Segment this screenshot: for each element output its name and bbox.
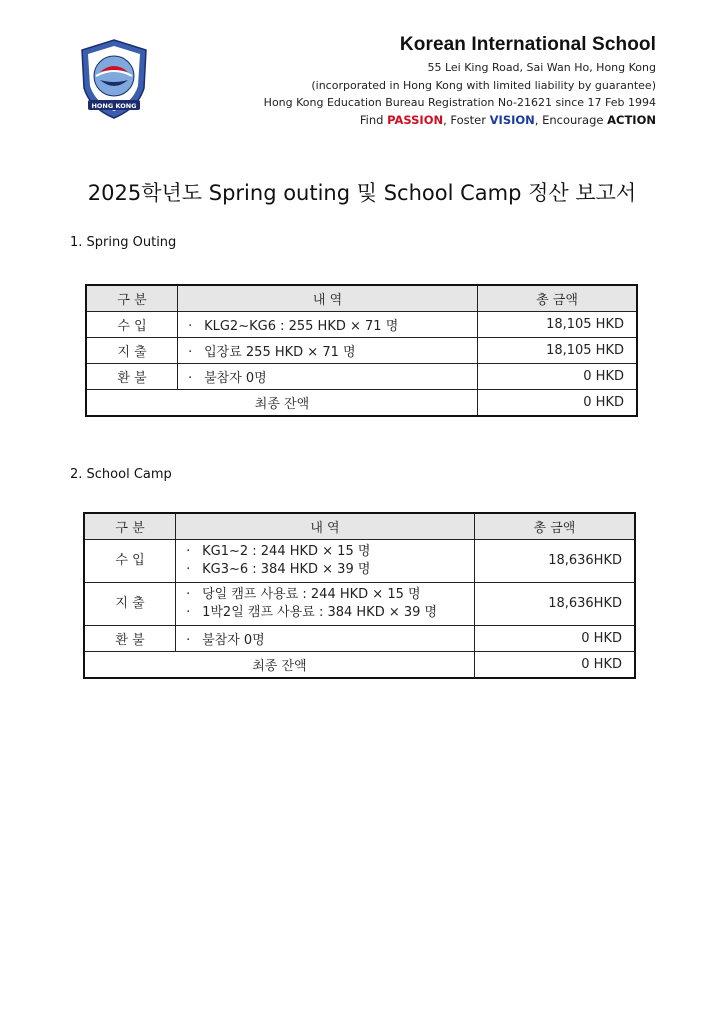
row-details	[176, 540, 475, 583]
bullet: ·	[186, 633, 191, 648]
section-heading-school-camp: 2. School Camp	[70, 467, 172, 482]
row-category: 지 출	[84, 583, 176, 626]
column-header-category: 구 분	[84, 513, 176, 540]
final-balance-label: 최종 잔액	[84, 652, 474, 679]
row-item: KLG2~KG6 : 255 HKD × 71 명	[204, 319, 399, 334]
row-category: 환 불	[84, 626, 176, 652]
column-header-amount: 총 금액	[474, 513, 635, 540]
bullet: ·	[186, 587, 191, 602]
row-category: 환 불	[86, 364, 178, 390]
bullet: ·	[188, 345, 193, 360]
final-balance-label: 최종 잔액	[86, 390, 477, 417]
column-header-details: 내 역	[178, 285, 478, 312]
motto-action: ACTION	[607, 112, 656, 127]
letterhead	[264, 34, 656, 127]
row-amount: 18,636HKD	[474, 540, 635, 583]
row-category: 수 입	[86, 312, 178, 338]
motto-foster: , Foster	[443, 112, 490, 127]
final-balance-amount: 0 HKD	[474, 652, 635, 679]
column-header-amount: 총 금액	[477, 285, 637, 312]
row-details	[178, 312, 478, 338]
school-camp-table	[83, 512, 636, 679]
final-balance-row	[84, 652, 635, 679]
section-heading-spring-outing: 1. Spring Outing	[70, 235, 177, 250]
table-row	[86, 364, 637, 390]
bullet: ·	[186, 562, 191, 577]
bullet: ·	[186, 605, 191, 620]
registration-note: Hong Kong Education Bureau Registration No-21621 since 17 Feb 1994	[263, 96, 656, 109]
row-amount: 18,636HKD	[474, 583, 635, 626]
row-item: KG1~2 : 244 HKD × 15 명	[202, 544, 371, 559]
bullet: ·	[188, 319, 193, 334]
incorporation-note: (incorporated in Hong Kong with limited liability by guarantee)	[311, 78, 656, 92]
table-row	[86, 338, 637, 364]
row-category: 수 입	[84, 540, 176, 583]
table-row	[86, 312, 637, 338]
table-row	[84, 583, 635, 626]
row-item: 당일 캠프 사용료 : 244 HKD × 15 명	[202, 587, 421, 602]
row-item: 입장료 255 HKD × 71 명	[204, 345, 356, 360]
motto-find: Find	[359, 112, 388, 127]
document-title: 2025학년도 Spring outing 및 School Camp 정산 보고서	[87, 181, 637, 205]
final-balance-amount: 0 HKD	[477, 390, 637, 417]
row-item: 불참자 0명	[202, 633, 265, 648]
column-header-category: 구 분	[86, 285, 178, 312]
row-amount: 0 HKD	[474, 626, 635, 652]
table-row	[84, 626, 635, 652]
final-balance-row	[86, 390, 637, 417]
school-address: 55 Lei King Road, Sai Wan Ho, Hong Kong	[427, 61, 656, 74]
row-item: 불참자 0명	[204, 371, 267, 386]
row-item: 1박2일 캠프 사용료 : 384 HKD × 39 명	[202, 605, 438, 620]
motto-encourage: , Encourage	[534, 112, 608, 127]
row-amount: 18,105 HKD	[477, 338, 637, 364]
school-logo	[78, 38, 150, 120]
row-amount: 0 HKD	[477, 364, 637, 390]
row-category: 지 출	[86, 338, 178, 364]
motto-vision: VISION	[489, 112, 535, 127]
table-row	[84, 540, 635, 583]
spring-outing-table	[85, 284, 638, 417]
column-header-details: 내 역	[176, 513, 475, 540]
row-amount: 18,105 HKD	[477, 312, 637, 338]
motto-passion: PASSION	[387, 112, 444, 127]
row-details	[176, 626, 475, 652]
school-name: Korean International School	[399, 34, 656, 55]
row-details	[178, 338, 478, 364]
row-details	[178, 364, 478, 390]
row-details	[176, 583, 475, 626]
bullet: ·	[186, 544, 191, 559]
logo-banner: HONG KONG	[91, 102, 137, 110]
school-motto	[264, 113, 656, 127]
row-item: KG3~6 : 384 HKD × 39 명	[202, 562, 371, 577]
bullet: ·	[188, 371, 193, 386]
